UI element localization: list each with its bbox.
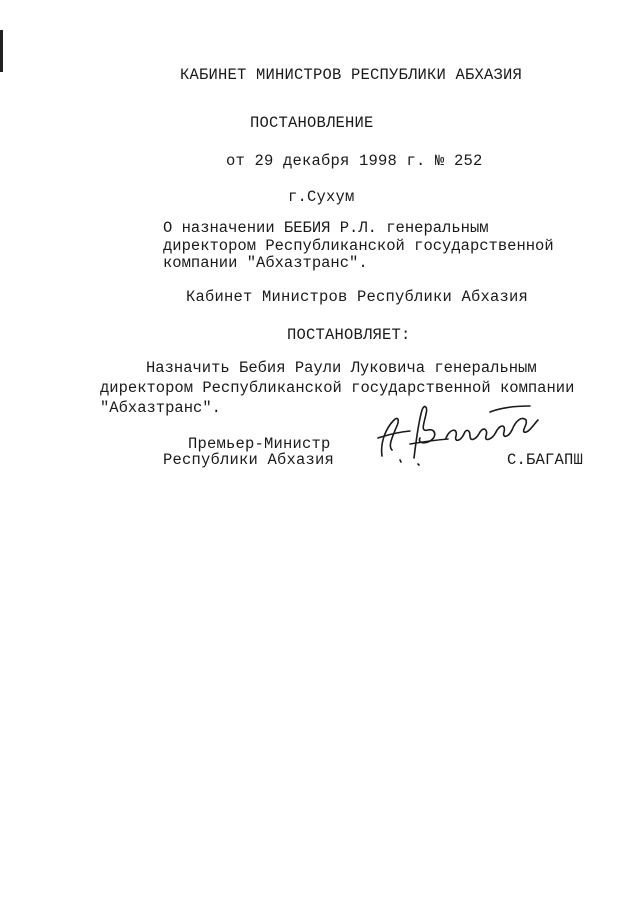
issuing-body: Кабинет Министров Республики Абхазия	[186, 288, 529, 306]
signer-position-line1: Премьер-Министр	[188, 435, 331, 453]
signer-name: С.БАГАПШ	[507, 451, 584, 469]
document-subject: О назначении БЕБИЯ Р.Л. генеральным директором Республиканской государственной компании "Абхазтранс".	[163, 219, 554, 272]
document-date-number: от 29 декабря 1998 г. № 252	[226, 152, 483, 170]
decree-body: Назначить Бебия Раули Луковича генеральным директором Республиканской государственной компании "Абхазтранс".	[100, 359, 575, 417]
decree-verb: ПОСТАНОВЛЯЕТ:	[287, 326, 411, 344]
scan-edge-mark	[0, 30, 3, 72]
document-type: ПОСТАНОВЛЕНИЕ	[250, 114, 374, 132]
signer-position-line2: Республики Абхазия	[163, 451, 335, 469]
document-place: г.Сухум	[288, 188, 355, 206]
organization-title: КАБИНЕТ МИНИСТРОВ РЕСПУБЛИКИ АБХАЗИЯ	[180, 66, 523, 84]
